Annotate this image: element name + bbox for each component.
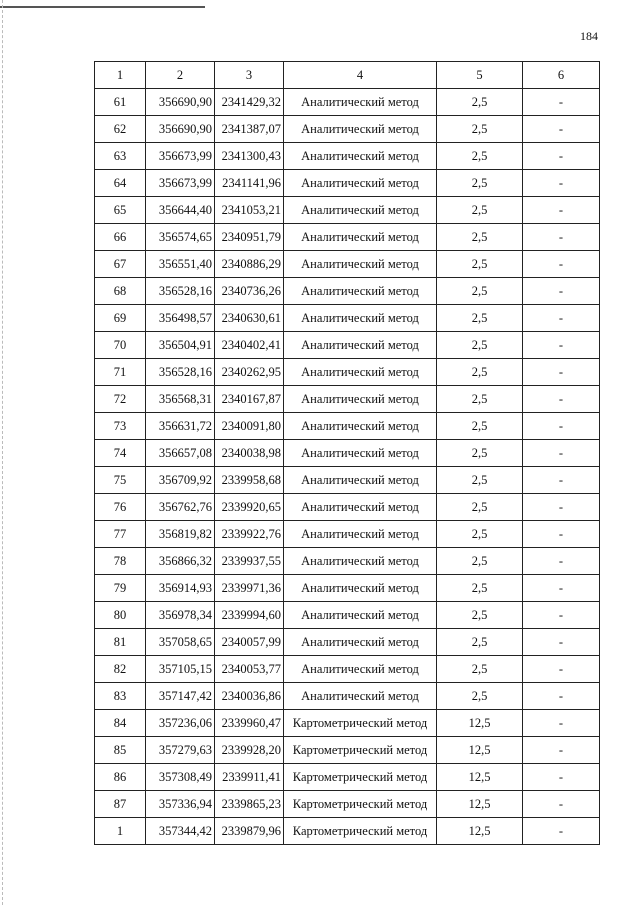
column-header: 3 — [215, 62, 284, 89]
y-coordinate-cell: 2339911,41 — [215, 764, 284, 791]
table-row — [95, 656, 600, 683]
table-row — [95, 764, 600, 791]
method-cell: Аналитический метод — [284, 89, 437, 116]
method-cell: Картометрический метод — [284, 764, 437, 791]
point-number-cell: 61 — [95, 89, 146, 116]
note-cell: - — [523, 305, 600, 332]
accuracy-cell: 2,5 — [437, 413, 523, 440]
x-coordinate-cell: 356762,76 — [146, 494, 215, 521]
method-cell: Аналитический метод — [284, 332, 437, 359]
scan-left-edge — [2, 0, 3, 905]
table-row — [95, 710, 600, 737]
y-coordinate-cell: 2339922,76 — [215, 521, 284, 548]
method-cell: Аналитический метод — [284, 440, 437, 467]
accuracy-cell: 2,5 — [437, 224, 523, 251]
method-cell: Аналитический метод — [284, 467, 437, 494]
note-cell: - — [523, 764, 600, 791]
y-coordinate-cell: 2341387,07 — [215, 116, 284, 143]
x-coordinate-cell: 356568,31 — [146, 386, 215, 413]
accuracy-cell: 2,5 — [437, 656, 523, 683]
accuracy-cell: 2,5 — [437, 197, 523, 224]
note-cell: - — [523, 89, 600, 116]
note-cell: - — [523, 359, 600, 386]
y-coordinate-cell: 2340736,26 — [215, 278, 284, 305]
x-coordinate-cell: 356709,92 — [146, 467, 215, 494]
x-coordinate-cell: 356631,72 — [146, 413, 215, 440]
table-row — [95, 359, 600, 386]
y-coordinate-cell: 2340053,77 — [215, 656, 284, 683]
accuracy-cell: 2,5 — [437, 494, 523, 521]
y-coordinate-cell: 2340036,86 — [215, 683, 284, 710]
y-coordinate-cell: 2340262,95 — [215, 359, 284, 386]
accuracy-cell: 2,5 — [437, 440, 523, 467]
note-cell: - — [523, 440, 600, 467]
method-cell: Аналитический метод — [284, 575, 437, 602]
x-coordinate-cell: 356498,57 — [146, 305, 215, 332]
table-row — [95, 332, 600, 359]
accuracy-cell: 12,5 — [437, 764, 523, 791]
column-header: 5 — [437, 62, 523, 89]
note-cell: - — [523, 656, 600, 683]
method-cell: Аналитический метод — [284, 386, 437, 413]
note-cell: - — [523, 413, 600, 440]
accuracy-cell: 2,5 — [437, 629, 523, 656]
x-coordinate-cell: 356528,16 — [146, 359, 215, 386]
x-coordinate-cell: 357236,06 — [146, 710, 215, 737]
y-coordinate-cell: 2341053,21 — [215, 197, 284, 224]
note-cell: - — [523, 683, 600, 710]
table-row — [95, 170, 600, 197]
y-coordinate-cell: 2341300,43 — [215, 143, 284, 170]
y-coordinate-cell: 2340951,79 — [215, 224, 284, 251]
point-number-cell: 77 — [95, 521, 146, 548]
table-row — [95, 629, 600, 656]
table-row — [95, 440, 600, 467]
table-row — [95, 818, 600, 845]
point-number-cell: 1 — [95, 818, 146, 845]
method-cell: Картометрический метод — [284, 737, 437, 764]
y-coordinate-cell: 2340630,61 — [215, 305, 284, 332]
table-row — [95, 251, 600, 278]
note-cell: - — [523, 224, 600, 251]
accuracy-cell: 2,5 — [437, 89, 523, 116]
point-number-cell: 64 — [95, 170, 146, 197]
table-row — [95, 116, 600, 143]
note-cell: - — [523, 278, 600, 305]
note-cell: - — [523, 818, 600, 845]
x-coordinate-cell: 357105,15 — [146, 656, 215, 683]
table-row — [95, 89, 600, 116]
accuracy-cell: 2,5 — [437, 521, 523, 548]
note-cell: - — [523, 521, 600, 548]
y-coordinate-cell: 2340038,98 — [215, 440, 284, 467]
method-cell: Аналитический метод — [284, 224, 437, 251]
table-row — [95, 467, 600, 494]
table-row — [95, 143, 600, 170]
x-coordinate-cell: 357344,42 — [146, 818, 215, 845]
table-row — [95, 413, 600, 440]
point-number-cell: 70 — [95, 332, 146, 359]
point-number-cell: 83 — [95, 683, 146, 710]
point-number-cell: 68 — [95, 278, 146, 305]
x-coordinate-cell: 356574,65 — [146, 224, 215, 251]
accuracy-cell: 12,5 — [437, 710, 523, 737]
y-coordinate-cell: 2341141,96 — [215, 170, 284, 197]
x-coordinate-cell: 356504,91 — [146, 332, 215, 359]
note-cell: - — [523, 737, 600, 764]
point-number-cell: 72 — [95, 386, 146, 413]
note-cell: - — [523, 467, 600, 494]
table-row — [95, 305, 600, 332]
x-coordinate-cell: 356866,32 — [146, 548, 215, 575]
column-header: 1 — [95, 62, 146, 89]
accuracy-cell: 2,5 — [437, 278, 523, 305]
point-number-cell: 87 — [95, 791, 146, 818]
x-coordinate-cell: 356914,93 — [146, 575, 215, 602]
note-cell: - — [523, 116, 600, 143]
point-number-cell: 66 — [95, 224, 146, 251]
accuracy-cell: 2,5 — [437, 170, 523, 197]
note-cell: - — [523, 791, 600, 818]
accuracy-cell: 2,5 — [437, 143, 523, 170]
table-header-row — [95, 62, 600, 89]
note-cell: - — [523, 170, 600, 197]
x-coordinate-cell: 356819,82 — [146, 521, 215, 548]
y-coordinate-cell: 2339920,65 — [215, 494, 284, 521]
method-cell: Картометрический метод — [284, 710, 437, 737]
x-coordinate-cell: 357308,49 — [146, 764, 215, 791]
table-row — [95, 521, 600, 548]
table-row — [95, 602, 600, 629]
y-coordinate-cell: 2339865,23 — [215, 791, 284, 818]
y-coordinate-cell: 2339971,36 — [215, 575, 284, 602]
point-number-cell: 81 — [95, 629, 146, 656]
method-cell: Аналитический метод — [284, 629, 437, 656]
point-number-cell: 67 — [95, 251, 146, 278]
point-number-cell: 62 — [95, 116, 146, 143]
method-cell: Аналитический метод — [284, 548, 437, 575]
accuracy-cell: 2,5 — [437, 359, 523, 386]
x-coordinate-cell: 356528,16 — [146, 278, 215, 305]
x-coordinate-cell: 356690,90 — [146, 89, 215, 116]
x-coordinate-cell: 357147,42 — [146, 683, 215, 710]
accuracy-cell: 2,5 — [437, 683, 523, 710]
note-cell: - — [523, 332, 600, 359]
accuracy-cell: 2,5 — [437, 251, 523, 278]
method-cell: Аналитический метод — [284, 656, 437, 683]
accuracy-cell: 2,5 — [437, 467, 523, 494]
point-number-cell: 75 — [95, 467, 146, 494]
method-cell: Аналитический метод — [284, 170, 437, 197]
method-cell: Аналитический метод — [284, 116, 437, 143]
method-cell: Аналитический метод — [284, 521, 437, 548]
x-coordinate-cell: 356551,40 — [146, 251, 215, 278]
x-coordinate-cell: 357058,65 — [146, 629, 215, 656]
accuracy-cell: 12,5 — [437, 818, 523, 845]
method-cell: Аналитический метод — [284, 602, 437, 629]
column-header: 4 — [284, 62, 437, 89]
y-coordinate-cell: 2340057,99 — [215, 629, 284, 656]
note-cell: - — [523, 494, 600, 521]
x-coordinate-cell: 356657,08 — [146, 440, 215, 467]
method-cell: Картометрический метод — [284, 791, 437, 818]
accuracy-cell: 12,5 — [437, 737, 523, 764]
point-number-cell: 63 — [95, 143, 146, 170]
table-row — [95, 791, 600, 818]
y-coordinate-cell: 2340167,87 — [215, 386, 284, 413]
table-row — [95, 683, 600, 710]
y-coordinate-cell: 2340402,41 — [215, 332, 284, 359]
page-number: 184 — [580, 29, 598, 43]
method-cell: Аналитический метод — [284, 251, 437, 278]
y-coordinate-cell: 2341429,32 — [215, 89, 284, 116]
table-row — [95, 278, 600, 305]
accuracy-cell: 2,5 — [437, 548, 523, 575]
point-number-cell: 71 — [95, 359, 146, 386]
accuracy-cell: 2,5 — [437, 116, 523, 143]
y-coordinate-cell: 2339960,47 — [215, 710, 284, 737]
accuracy-cell: 2,5 — [437, 332, 523, 359]
y-coordinate-cell: 2340091,80 — [215, 413, 284, 440]
note-cell: - — [523, 386, 600, 413]
y-coordinate-cell: 2339928,20 — [215, 737, 284, 764]
point-number-cell: 69 — [95, 305, 146, 332]
point-number-cell: 78 — [95, 548, 146, 575]
table-row — [95, 494, 600, 521]
x-coordinate-cell: 357279,63 — [146, 737, 215, 764]
accuracy-cell: 12,5 — [437, 791, 523, 818]
accuracy-cell: 2,5 — [437, 386, 523, 413]
table-row — [95, 548, 600, 575]
y-coordinate-cell: 2339958,68 — [215, 467, 284, 494]
note-cell: - — [523, 602, 600, 629]
table-row — [95, 224, 600, 251]
method-cell: Аналитический метод — [284, 305, 437, 332]
table-body — [95, 89, 600, 845]
x-coordinate-cell: 356673,99 — [146, 143, 215, 170]
note-cell: - — [523, 575, 600, 602]
method-cell: Картометрический метод — [284, 818, 437, 845]
method-cell: Аналитический метод — [284, 494, 437, 521]
note-cell: - — [523, 197, 600, 224]
method-cell: Аналитический метод — [284, 197, 437, 224]
coordinates-table — [94, 61, 600, 845]
x-coordinate-cell: 356978,34 — [146, 602, 215, 629]
y-coordinate-cell: 2339879,96 — [215, 818, 284, 845]
column-header: 2 — [146, 62, 215, 89]
note-cell: - — [523, 251, 600, 278]
method-cell: Аналитический метод — [284, 143, 437, 170]
note-cell: - — [523, 710, 600, 737]
accuracy-cell: 2,5 — [437, 575, 523, 602]
point-number-cell: 86 — [95, 764, 146, 791]
accuracy-cell: 2,5 — [437, 305, 523, 332]
note-cell: - — [523, 629, 600, 656]
table-row — [95, 737, 600, 764]
table-row — [95, 575, 600, 602]
y-coordinate-cell: 2339937,55 — [215, 548, 284, 575]
point-number-cell: 82 — [95, 656, 146, 683]
x-coordinate-cell: 357336,94 — [146, 791, 215, 818]
scan-edge-mark — [0, 6, 205, 8]
method-cell: Аналитический метод — [284, 359, 437, 386]
x-coordinate-cell: 356690,90 — [146, 116, 215, 143]
accuracy-cell: 2,5 — [437, 602, 523, 629]
method-cell: Аналитический метод — [284, 278, 437, 305]
column-header: 6 — [523, 62, 600, 89]
y-coordinate-cell: 2340886,29 — [215, 251, 284, 278]
point-number-cell: 79 — [95, 575, 146, 602]
y-coordinate-cell: 2339994,60 — [215, 602, 284, 629]
point-number-cell: 76 — [95, 494, 146, 521]
point-number-cell: 65 — [95, 197, 146, 224]
x-coordinate-cell: 356644,40 — [146, 197, 215, 224]
table-row — [95, 386, 600, 413]
note-cell: - — [523, 143, 600, 170]
point-number-cell: 85 — [95, 737, 146, 764]
method-cell: Аналитический метод — [284, 683, 437, 710]
point-number-cell: 73 — [95, 413, 146, 440]
table-row — [95, 197, 600, 224]
point-number-cell: 74 — [95, 440, 146, 467]
point-number-cell: 80 — [95, 602, 146, 629]
method-cell: Аналитический метод — [284, 413, 437, 440]
point-number-cell: 84 — [95, 710, 146, 737]
note-cell: - — [523, 548, 600, 575]
x-coordinate-cell: 356673,99 — [146, 170, 215, 197]
